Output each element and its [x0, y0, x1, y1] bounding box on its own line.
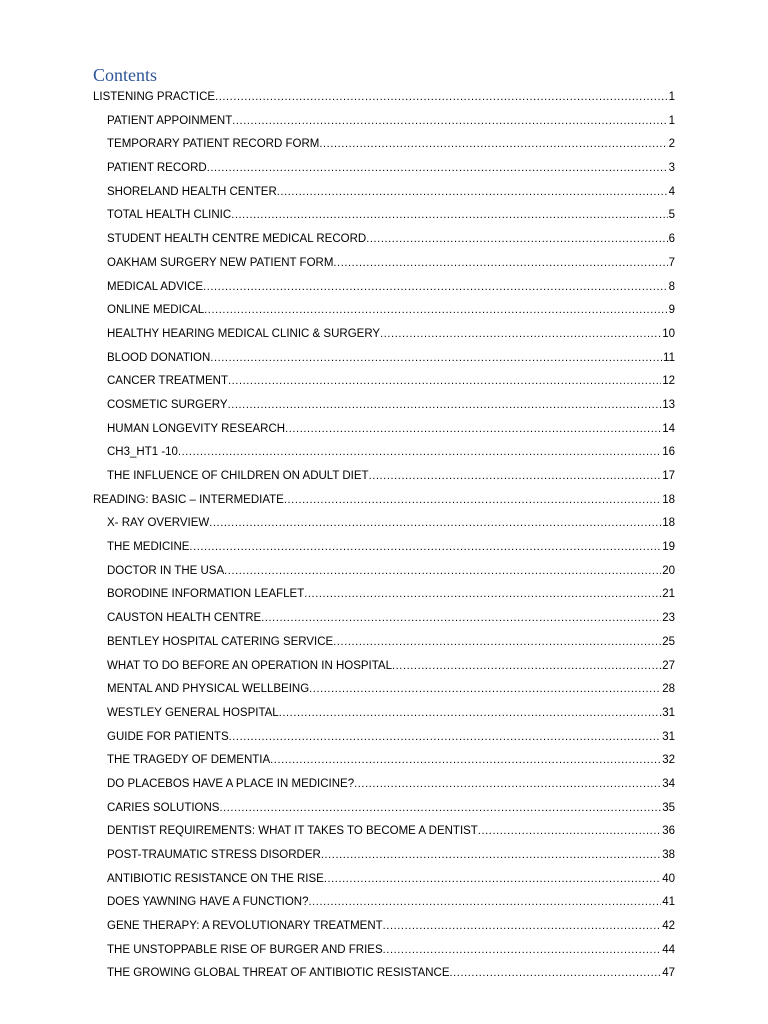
toc-entry[interactable]: [93, 917, 675, 941]
toc-entry[interactable]: [93, 751, 675, 775]
toc-page-number: 10: [662, 327, 675, 340]
toc-page-number: 18: [662, 493, 675, 506]
toc-entry[interactable]: [93, 846, 675, 870]
toc-dot-leader: [321, 846, 661, 864]
toc-dot-leader: [309, 893, 662, 911]
toc-entry-label: OAKHAM SURGERY NEW PATIENT FORM: [107, 256, 334, 269]
toc-page-number: 32: [662, 754, 675, 767]
toc-dot-leader: [304, 585, 661, 603]
toc-dot-leader: [380, 325, 661, 343]
toc-dot-leader: [228, 396, 662, 414]
toc-entry[interactable]: [93, 183, 675, 207]
toc-entry[interactable]: [93, 396, 675, 420]
toc-page-number: 8: [668, 280, 675, 293]
toc-dot-leader: [324, 870, 661, 888]
toc-entry-label: THE INFLUENCE OF CHILDREN ON ADULT DIET: [107, 470, 369, 482]
toc-page-number: 17: [662, 470, 675, 482]
toc-dot-leader: [285, 420, 661, 438]
toc-page-number: 27: [662, 659, 675, 672]
toc-dot-leader: [284, 491, 661, 509]
toc-dot-leader: [261, 609, 661, 627]
toc-dot-leader: [277, 183, 668, 201]
toc-page-number: 1: [668, 114, 675, 127]
toc-page-number: 14: [662, 422, 675, 435]
toc-entry[interactable]: [93, 514, 675, 538]
toc-dot-leader: [219, 799, 661, 817]
toc-page-number: 9: [668, 304, 675, 317]
toc-entry-label: HUMAN LONGEVITY RESEARCH: [107, 422, 286, 435]
toc-entry-label: BENTLEY HOSPITAL CATERING SERVICE: [107, 635, 334, 648]
toc-entry-label: CH3_HT1 -10: [107, 446, 178, 459]
toc-dot-leader: [203, 278, 668, 296]
toc-entry-label: DOCTOR IN THE USA: [107, 564, 225, 577]
toc-entry[interactable]: [93, 230, 675, 254]
toc-entry[interactable]: [93, 349, 675, 373]
toc-entry-label: MEDICAL ADVICE: [107, 280, 204, 293]
toc-dot-leader: [392, 657, 661, 675]
toc-page-number: 12: [662, 375, 675, 388]
toc-entry[interactable]: [93, 633, 675, 657]
toc-entry-label: PATIENT APPOINMENT: [107, 114, 233, 127]
toc-entry-label: TEMPORARY PATIENT RECORD FORM: [107, 138, 320, 151]
toc-page-number: 34: [662, 777, 675, 790]
toc-page-number: 38: [662, 849, 675, 861]
toc-entry[interactable]: [93, 372, 675, 396]
toc-entry-label: BORODINE INFORMATION LEAFLET: [107, 588, 305, 601]
toc-entry-label: MENTAL AND PHYSICAL WELLBEING: [107, 683, 310, 696]
toc-entry-label: THE GROWING GLOBAL THREAT OF ANTIBIOTIC RESISTANCE: [107, 967, 450, 980]
toc-dot-leader: [228, 372, 661, 390]
toc-entry[interactable]: [93, 870, 675, 894]
toc-page-number: 13: [662, 398, 675, 411]
toc-section-entry[interactable]: [93, 491, 675, 515]
toc-dot-leader: [333, 254, 667, 272]
toc-dot-leader: [333, 633, 661, 651]
toc-dot-leader: [215, 88, 668, 106]
toc-entry[interactable]: [93, 704, 675, 728]
toc-page-number: 31: [662, 730, 675, 743]
toc-entry[interactable]: [93, 822, 675, 846]
toc-dot-leader: [478, 822, 661, 840]
toc-entry-label: DO PLACEBOS HAVE A PLACE IN MEDICINE?: [107, 777, 355, 790]
toc-page-number: 25: [662, 635, 675, 648]
toc-dot-leader: [204, 301, 667, 319]
toc-entry-label: THE UNSTOPPABLE RISE OF BURGER AND FRIES: [107, 943, 383, 956]
toc-entry-label: TOTAL HEALTH CLINIC: [107, 209, 232, 222]
toc-dot-leader: [210, 349, 662, 367]
toc-entry[interactable]: [93, 301, 675, 325]
toc-page-number: 28: [662, 683, 675, 696]
toc-page-number: 7: [668, 256, 675, 269]
toc-entry[interactable]: [93, 467, 675, 491]
toc-entry[interactable]: [93, 206, 675, 230]
toc-page-number: 6: [668, 233, 675, 246]
toc-page-number: 5: [668, 209, 675, 222]
toc-dot-leader: [229, 728, 662, 746]
toc-entry-label: STUDENT HEALTH CENTRE MEDICAL RECORD: [107, 233, 367, 246]
toc-entry[interactable]: [93, 443, 675, 467]
toc-page-number: 20: [662, 564, 675, 577]
toc-page-number: 47: [662, 967, 675, 980]
toc-dot-leader: [231, 206, 667, 224]
toc-entry[interactable]: [93, 278, 675, 302]
toc-entry[interactable]: [93, 254, 675, 278]
toc-entry-label: ONLINE MEDICAL: [107, 304, 205, 317]
toc-page-number: 23: [662, 612, 675, 625]
toc-entry-label: COSMETIC SURGERY: [107, 398, 228, 411]
toc-page-number: 35: [662, 801, 675, 814]
toc-dot-leader: [383, 941, 662, 959]
toc-entry-label: ANTIBIOTIC RESISTANCE ON THE RISE: [107, 872, 324, 885]
toc-dot-leader: [189, 538, 661, 556]
toc-entry[interactable]: [93, 420, 675, 444]
toc-dot-leader: [224, 562, 661, 580]
toc-entry[interactable]: [93, 893, 675, 917]
toc-title: Contents: [93, 65, 158, 85]
toc-section-entry[interactable]: [93, 88, 675, 112]
toc-entry[interactable]: [93, 799, 675, 823]
toc-entry[interactable]: [93, 775, 675, 799]
toc-page-number: 31: [662, 706, 675, 719]
toc-entry[interactable]: [93, 941, 675, 965]
toc-entry[interactable]: [93, 159, 675, 183]
toc-dot-leader: [309, 680, 661, 698]
toc-entry-label: POST-TRAUMATIC STRESS DISORDER: [107, 849, 321, 861]
toc-entry-label: HEALTHY HEARING MEDICAL CLINIC & SURGERY: [107, 327, 381, 340]
toc-entry[interactable]: [93, 964, 675, 988]
toc-entry[interactable]: [93, 112, 675, 136]
toc-entry-label: THE TRAGEDY OF DEMENTIA: [107, 754, 271, 767]
toc-list: [93, 88, 675, 988]
toc-entry-label: GENE THERAPY: A REVOLUTIONARY TREATMENT: [107, 920, 383, 933]
toc-page-number: 1: [668, 91, 675, 103]
toc-dot-leader: [279, 704, 662, 722]
toc-page-number: 41: [662, 896, 675, 909]
toc-dot-leader: [383, 917, 662, 935]
toc-entry[interactable]: [93, 538, 675, 562]
toc-entry-label: SHORELAND HEALTH CENTER: [107, 185, 277, 198]
toc-entry[interactable]: [93, 657, 675, 681]
toc-entry[interactable]: [93, 609, 675, 633]
toc-page-number: 18: [662, 517, 675, 530]
toc-entry-label: X- RAY OVERVIEW: [107, 517, 210, 530]
toc-entry-label: LISTENING PRACTICE: [93, 91, 216, 103]
toc-entry[interactable]: [93, 585, 675, 609]
toc-page-number: 11: [663, 351, 675, 364]
toc-page-number: 21: [662, 588, 675, 601]
toc-page-number: 40: [662, 872, 675, 885]
toc-dot-leader: [232, 112, 667, 130]
toc-entry-label: WESTLEY GENERAL HOSPITAL: [107, 706, 279, 719]
toc-page-number: 42: [662, 920, 675, 933]
toc-entry-label: BLOOD DONATION: [107, 351, 211, 364]
toc-dot-leader: [209, 514, 661, 532]
toc-page-number: 2: [668, 138, 675, 151]
toc-entry[interactable]: [93, 135, 675, 159]
toc-entry[interactable]: [93, 562, 675, 586]
toc-dot-leader: [366, 230, 667, 248]
toc-dot-leader: [369, 467, 662, 485]
toc-entry-label: READING: BASIC – INTERMEDIATE: [93, 493, 284, 506]
toc-page-number: 4: [668, 185, 675, 198]
toc-entry-label: DENTIST REQUIREMENTS: WHAT IT TAKES TO BECOME A DENTIST: [107, 825, 478, 838]
toc-page-number: 16: [662, 446, 675, 459]
toc-entry-label: CANCER TREATMENT: [107, 375, 228, 388]
toc-entry-label: DOES YAWNING HAVE A FUNCTION?: [107, 896, 309, 909]
toc-entry-label: WHAT TO DO BEFORE AN OPERATION IN HOSPITAL: [107, 659, 392, 672]
toc-entry-label: CAUSTON HEALTH CENTRE: [107, 612, 262, 625]
toc-entry[interactable]: [93, 325, 675, 349]
toc-entry-label: THE MEDICINE: [107, 541, 190, 554]
toc-entry-label: CARIES SOLUTIONS: [107, 801, 220, 814]
toc-entry[interactable]: [93, 728, 675, 752]
toc-entry[interactable]: [93, 680, 675, 704]
toc-dot-leader: [319, 135, 667, 153]
toc-page-number: 36: [662, 825, 675, 838]
toc-dot-leader: [450, 964, 662, 982]
toc-dot-leader: [178, 443, 661, 461]
toc-entry-label: PATIENT RECORD: [107, 162, 207, 175]
toc-dot-leader: [270, 751, 661, 769]
toc-page-number: 19: [662, 541, 675, 554]
toc-page-number: 44: [662, 943, 675, 956]
toc-dot-leader: [354, 775, 661, 793]
toc-dot-leader: [207, 159, 668, 177]
toc-entry-label: GUIDE FOR PATIENTS: [107, 730, 229, 743]
toc-page-number: 3: [668, 162, 675, 175]
